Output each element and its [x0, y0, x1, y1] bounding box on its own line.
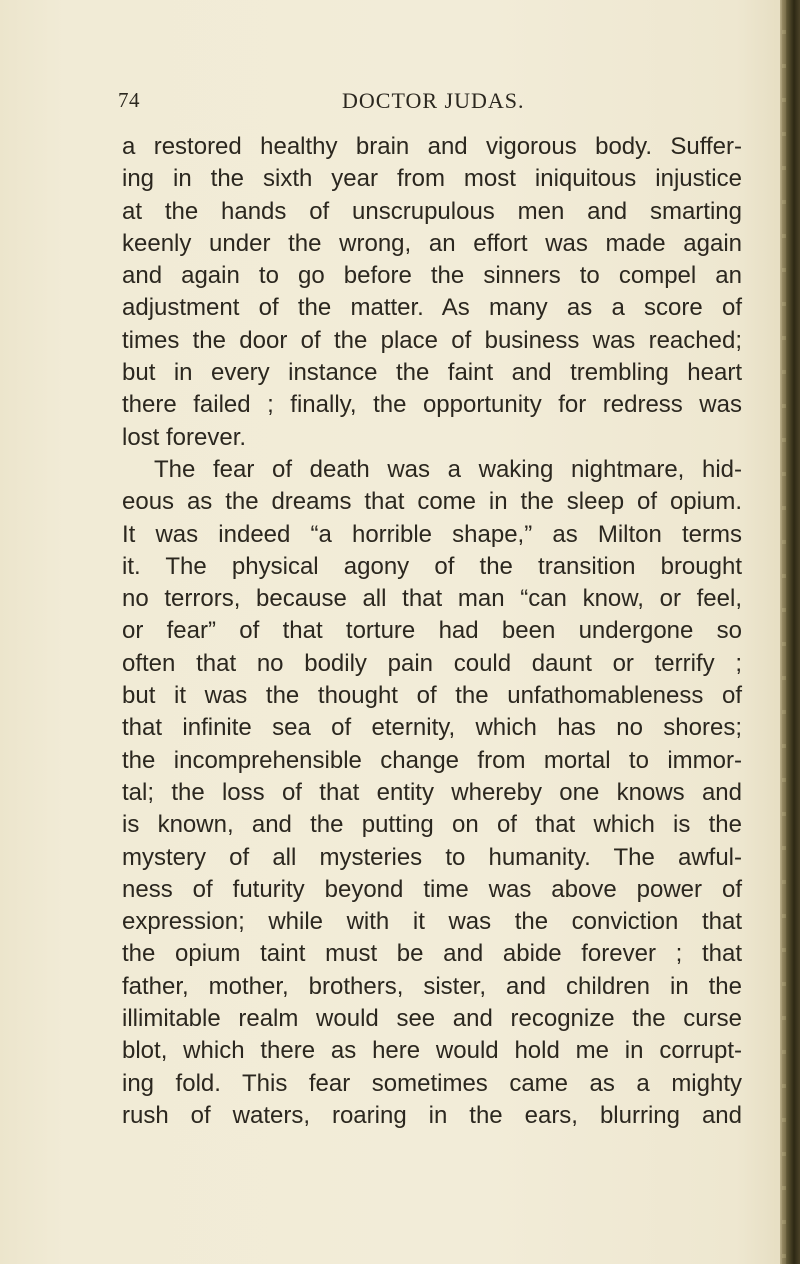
text-line: The fear of death was a waking nightmare, hid- — [154, 455, 742, 483]
text-line: but it was the thought of the unfathomableness of — [122, 682, 742, 710]
text-line: the incomprehensible change from mortal to immor- — [122, 746, 742, 774]
text-line: no terrors, because all that man “can know, or feel, — [122, 585, 742, 613]
text-line: ing fold. This fear sometimes came as a mighty — [122, 1069, 742, 1097]
text-line: the opium taint must be and abide forever ; that — [122, 940, 742, 968]
text-line: blot, which there as here would hold me in corrupt- — [122, 1037, 742, 1065]
page-edge-texture — [782, 0, 786, 1264]
text-line: is known, and the putting on of that which is the — [122, 811, 742, 839]
text-line: a restored healthy brain and vigorous body. Suffer- — [122, 133, 742, 160]
text-line: eous as the dreams that come in the sleep of opium. — [122, 488, 742, 516]
text-line: father, mother, brothers, sister, and children in the — [122, 972, 742, 1000]
text-line: at the hands of unscrupulous men and smarting — [122, 197, 742, 225]
text-line: mystery of all mysteries to humanity. The awful- — [122, 843, 742, 871]
text-line: there failed ; finally, the opportunity for redress was — [122, 391, 742, 419]
text-line: It was indeed “a horrible shape,” as Milton terms — [122, 520, 742, 548]
text-line: keenly under the wrong, an effort was made again — [122, 229, 742, 257]
text-line: or fear” of that torture had been undergone so — [122, 617, 742, 645]
text-line: tal; the loss of that entity whereby one knows and — [122, 778, 742, 806]
text-line: and again to go before the sinners to compel an — [122, 262, 742, 290]
text-line: ness of futurity beyond time was above power of — [122, 875, 742, 903]
text-line: times the door of the place of business was reached; — [122, 326, 742, 354]
running-head — [0, 88, 800, 118]
text-line: lost forever. — [122, 423, 247, 451]
page-number: 74 — [118, 88, 140, 112]
text-line: but in every instance the faint and trembling heart — [122, 359, 742, 387]
text-line: it. The physical agony of the transition brought — [122, 552, 742, 580]
text-line: expression; while with it was the conviction that — [122, 908, 742, 936]
text-line: often that no bodily pain could daunt or terrify ; — [122, 649, 742, 677]
body-text — [122, 131, 742, 1132]
text-line: rush of waters, roaring in the ears, blurring and — [122, 1101, 742, 1129]
text-line: ing in the sixth year from most iniquitous injustice — [122, 165, 742, 193]
text-line: adjustment of the matter. As many as a score of — [122, 294, 742, 322]
running-head-title: DOCTOR JUDAS. — [342, 88, 525, 113]
text-line: that infinite sea of eternity, which has no shores; — [122, 714, 742, 742]
text-line: illimitable realm would see and recognize the curse — [122, 1005, 742, 1033]
